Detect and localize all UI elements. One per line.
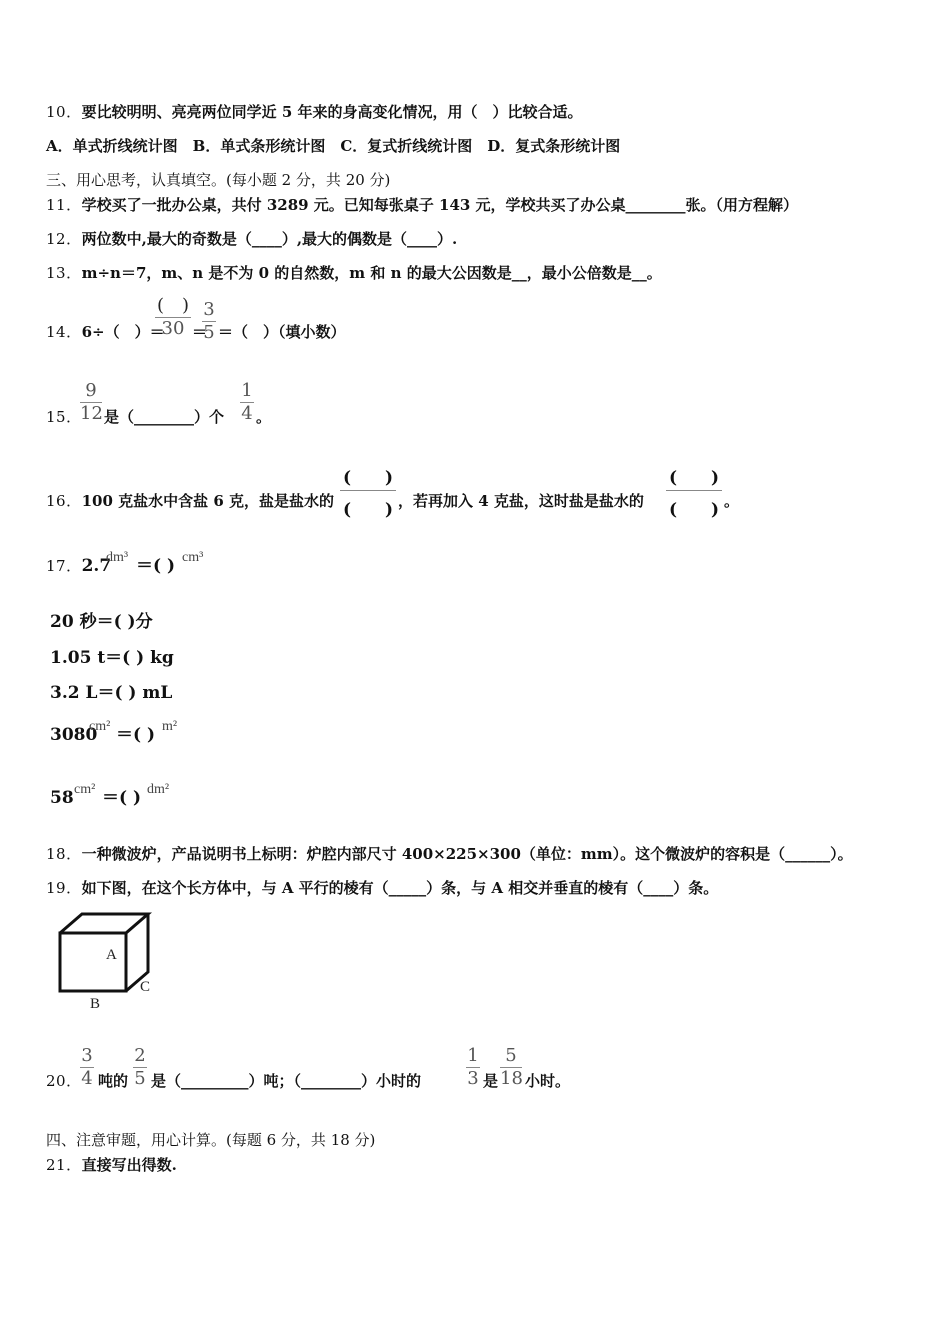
question-10-options: A．单式折线统计图 B．单式条形统计图 C．复式折线统计图 D．复式条形统计图 xyxy=(46,137,621,155)
unit-dm3: dm³ xyxy=(106,550,129,565)
fraction-denominator: 5 xyxy=(203,322,215,343)
question-lead: 6÷（ ）＝ xyxy=(81,323,165,341)
fraction-numerator: 1 xyxy=(241,380,253,401)
question-12 xyxy=(46,229,457,249)
fraction-numerator: 9 xyxy=(85,380,97,401)
question-16-text2: ，若再加入 4 克盐，这时盐是盐水的 xyxy=(398,492,644,510)
blank-fraction-1 xyxy=(340,463,396,520)
unit-m2: m² xyxy=(162,719,178,734)
label-a: A xyxy=(106,947,117,963)
unit-cm3: cm³ xyxy=(182,550,204,565)
question-number: 19． xyxy=(46,879,82,897)
blank-fraction-2 xyxy=(666,463,722,520)
question-15-end: 。 xyxy=(256,408,272,426)
unit-cm2: cm² xyxy=(74,782,96,797)
question-number: 16． xyxy=(46,492,82,510)
question-19 xyxy=(46,878,718,898)
question-15-mid: 是（________）个 xyxy=(104,408,225,426)
question-text: 如下图，在这个长方体中，与 A 平行的棱有（_____）条，与 A 相交并垂直的棱有（____）条。 xyxy=(81,879,719,897)
question-number: 21． xyxy=(46,1156,82,1174)
conversion-blank: ＝( ) xyxy=(116,725,156,745)
fraction-9-12 xyxy=(80,381,102,424)
question-text: m÷n＝7，m、n 是不为 0 的自然数，m 和 n 的最大公因数是__，最小公倍数是__。 xyxy=(81,264,662,282)
fraction-bar xyxy=(340,490,396,491)
question-text: 100 克盐水中含盐 6 克，盐是盐水的 xyxy=(81,492,335,510)
fraction-denominator: ( ) xyxy=(342,500,394,520)
fraction-denominator: 18 xyxy=(500,1068,523,1089)
fraction-1-4 xyxy=(240,381,254,424)
fraction-numerator: ( ) xyxy=(668,468,720,488)
fraction-denominator: 4 xyxy=(241,403,253,424)
fraction-numerator: 3 xyxy=(81,1045,93,1066)
question-20-t4: 小时。 xyxy=(525,1072,571,1090)
fraction-blank-over-30 xyxy=(155,296,191,339)
value: 58 xyxy=(50,788,74,808)
cuboid-figure xyxy=(52,908,162,1014)
cuboid-top-face xyxy=(60,914,148,933)
question-number: 17． xyxy=(46,557,82,575)
question-number: 14． xyxy=(46,323,82,341)
fraction-denominator: 5 xyxy=(134,1068,146,1089)
question-14-tail: ＝（ ）（填小数） xyxy=(218,323,346,341)
conversion-liters-ml: 3.2 L＝( ) mL xyxy=(50,683,173,703)
fraction-3-4 xyxy=(80,1046,94,1089)
question-11 xyxy=(46,195,798,215)
equals-sign: ＝ xyxy=(192,323,208,341)
fraction-denominator: 4 xyxy=(81,1068,93,1089)
question-text: 直接写出得数. xyxy=(81,1156,177,1174)
question-16 xyxy=(46,491,334,511)
fraction-numerator: 2 xyxy=(134,1045,146,1066)
fraction-denominator: ( ) xyxy=(668,500,720,520)
question-20-t1: 吨的 xyxy=(98,1072,129,1090)
label-b: B xyxy=(90,996,101,1012)
value: 3080 xyxy=(50,725,98,745)
unit-cm2: cm² xyxy=(89,719,111,734)
fraction-denominator: 3 xyxy=(467,1068,479,1089)
question-20-t2: 是（_________）吨；（________）小时的 xyxy=(151,1072,422,1090)
question-number: 18． xyxy=(46,845,82,863)
label-c: C xyxy=(140,979,151,995)
question-17 xyxy=(46,556,111,576)
fraction-bar xyxy=(666,490,722,491)
conversion-blank: ＝( ) xyxy=(102,788,142,808)
question-13 xyxy=(46,263,662,283)
fraction-1-3 xyxy=(466,1046,480,1089)
conversion-blank: ＝( ) xyxy=(136,556,176,576)
question-20 xyxy=(46,1071,82,1091)
question-text: 一种微波炉，产品说明书上标明：炉腔内部尺寸 400×225×300（单位：mm）。这个微波炉的容积是（______）。 xyxy=(81,845,853,863)
question-18 xyxy=(46,844,853,864)
question-number: 12． xyxy=(46,230,82,248)
fraction-numerator: 5 xyxy=(505,1045,517,1066)
fraction-3-5 xyxy=(202,300,216,343)
fraction-numerator: 3 xyxy=(203,299,215,320)
question-15 xyxy=(46,407,82,427)
section-4-heading: 四、注意审题，用心计算。(每题 6 分，共 18 分) xyxy=(46,1131,376,1149)
question-10 xyxy=(46,102,582,122)
section-3-heading: 三、用心思考，认真填空。(每小题 2 分，共 20 分) xyxy=(46,171,391,189)
question-number: 20． xyxy=(46,1072,82,1090)
question-number: 10． xyxy=(46,103,82,121)
question-text: 学校买了一批办公桌，共付 3289 元。已知每张桌子 143 元，学校共买了办公桌________张。（用方程解） xyxy=(81,196,799,214)
question-number: 15． xyxy=(46,408,82,426)
unit-dm2: dm² xyxy=(147,782,170,797)
question-text: 要比较明明、亮亮两位同学近 5 年来的身高变化情况，用（ ）比较合适。 xyxy=(81,103,583,121)
value: 2.7 xyxy=(81,556,112,576)
conversion-tons-kg: 1.05 t＝( ) kg xyxy=(50,648,174,668)
question-21 xyxy=(46,1155,177,1175)
question-16-end: 。 xyxy=(724,492,740,510)
fraction-denominator: 30 xyxy=(161,318,185,339)
question-20-t3: 是 xyxy=(483,1072,499,1090)
fraction-denominator: 12 xyxy=(80,403,103,424)
fraction-numerator: ( ) xyxy=(342,468,394,488)
question-14 xyxy=(46,322,165,342)
conversion-seconds-minutes: 20 秒＝( )分 xyxy=(50,612,153,632)
question-number: 11． xyxy=(46,196,82,214)
fraction-2-5 xyxy=(133,1046,147,1089)
fraction-numerator: ( ) xyxy=(156,295,190,316)
fraction-5-18 xyxy=(500,1046,522,1089)
question-number: 13． xyxy=(46,264,82,282)
question-text: 两位数中,最大的奇数是（____）,最大的偶数是（____）. xyxy=(81,230,458,248)
fraction-numerator: 1 xyxy=(467,1045,479,1066)
